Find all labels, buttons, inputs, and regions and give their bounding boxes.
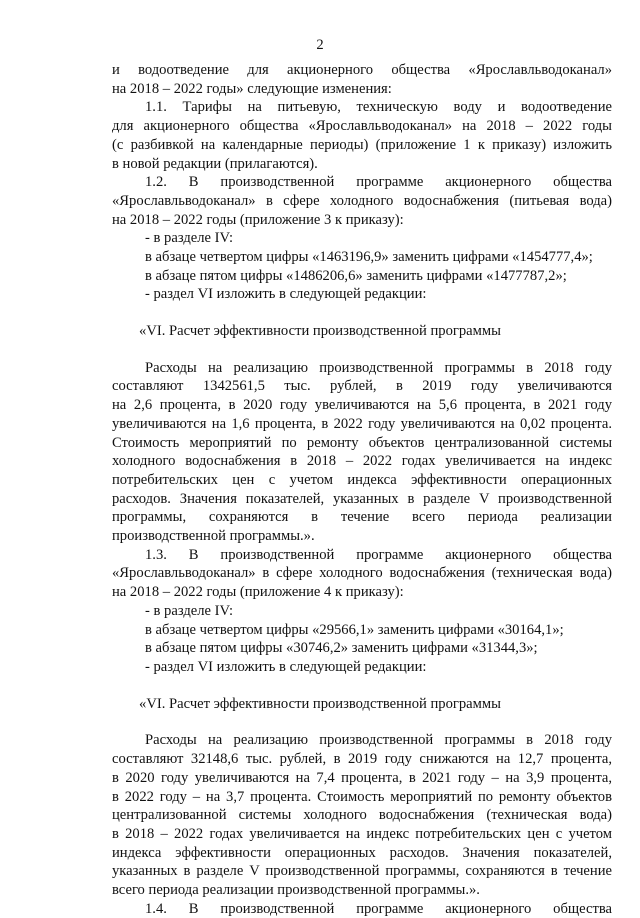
text-line: на 2,6 процента, в 2020 году увеличиваются на 5,6 процента, в 2021 году <box>112 397 612 413</box>
text-line: - в разделе IV: <box>145 230 234 246</box>
text-line: на 2018 – 2022 годы (приложение 4 к приказу): <box>112 584 404 600</box>
text-line: в новой редакции (прилагаются). <box>112 156 318 172</box>
text-line: и водоотведение для акционерного общества «Ярославльводоканал» <box>112 62 612 78</box>
text-line: в 2020 году увеличиваются на 7,4 процента, в 2021 году – на 3,9 процента, <box>112 770 612 786</box>
text-line: «VI. Расчет эффективности производственной программы <box>139 696 501 712</box>
text-line: 1.4. В производственной программе акционерного общества <box>145 901 612 917</box>
text-line: составляют 32148,6 тыс. рублей, в 2019 году снижаются на 12,7 процента, <box>112 751 612 767</box>
text-line: Расходы на реализацию производственной программы в 2018 году <box>145 732 612 748</box>
text-line: 1.1. Тарифы на питьевую, техническую воду и водоотведение <box>145 99 612 115</box>
text-line: «Ярославльводоканал» в сфере холодного водоснабжения (техническая вода) <box>112 565 612 581</box>
text-line: Стоимость мероприятий по ремонту объектов централизованной системы <box>112 435 612 451</box>
page-number: 2 <box>316 37 324 53</box>
text-line: централизованной системы холодного водоснабжения (техническая вода) <box>112 807 612 823</box>
text-line: в абзаце четвертом цифры «1463196,9» заменить цифрами «1454777,4»; <box>145 249 593 265</box>
text-line: составляют 1342561,5 тыс. рублей, в 2019 году увеличиваются <box>112 378 612 394</box>
text-line: в абзаце четвертом цифры «29566,1» заменить цифрами «30164,1»; <box>145 622 564 638</box>
text-line: «Ярославльводоканал» в сфере холодного водоснабжения (питьевая вода) <box>112 193 612 209</box>
text-line: указанных в разделе V производственной программы, сохраняются в течение <box>112 863 612 879</box>
text-line: программы, сохраняются в течение всего периода реализации <box>112 509 612 525</box>
text-line: для акционерного общества «Ярославльводоканал» на 2018 – 2022 годы <box>112 118 612 134</box>
text-line: расходов. Значения показателей, указанных в разделе V производственной <box>112 491 612 507</box>
text-line: - в разделе IV: <box>145 603 234 619</box>
text-line: холодного водоснабжения в 2018 – 2022 годах увеличивается на индекс <box>112 453 612 469</box>
text-line: в 2022 году – на 3,7 процента. Стоимость мероприятий по ремонту объектов <box>112 789 612 805</box>
text-line: в абзаце пятом цифры «30746,2» заменить цифрами «31344,3»; <box>145 640 538 656</box>
text-line: 1.3. В производственной программе акционерного общества <box>145 547 612 563</box>
text-line: увеличиваются на 1,6 процента, в 2022 году увеличиваются на 0,02 процента. <box>112 416 612 432</box>
text-line: в 2018 – 2022 годах увеличивается на индекс потребительских цен с учетом <box>112 826 612 842</box>
text-line: на 2018 – 2022 годы (приложение 3 к приказу): <box>112 212 404 228</box>
text-line: индекса эффективности операционных расходов. Значения показателей, <box>112 845 612 861</box>
text-line: (с разбивкой на календарные периоды) (приложение 1 к приказу) изложить <box>112 137 612 153</box>
text-line: «VI. Расчет эффективности производственной программы <box>139 323 501 339</box>
text-line: - раздел VI изложить в следующей редакции: <box>145 659 427 675</box>
text-line: на 2018 – 2022 годы» следующие изменения: <box>112 81 392 97</box>
text-line: Расходы на реализацию производственной программы в 2018 году <box>145 360 612 376</box>
text-line: производственной программы.». <box>112 528 315 544</box>
text-line: - раздел VI изложить в следующей редакции: <box>145 286 427 302</box>
text-line: потребительских цен с учетом индекса эффективности операционных <box>112 472 612 488</box>
text-line: 1.2. В производственной программе акционерного общества <box>145 174 612 190</box>
text-line: в абзаце пятом цифры «1486206,6» заменить цифрами «1477787,2»; <box>145 268 567 284</box>
text-line: всего периода реализации производственной программы.». <box>112 882 480 898</box>
